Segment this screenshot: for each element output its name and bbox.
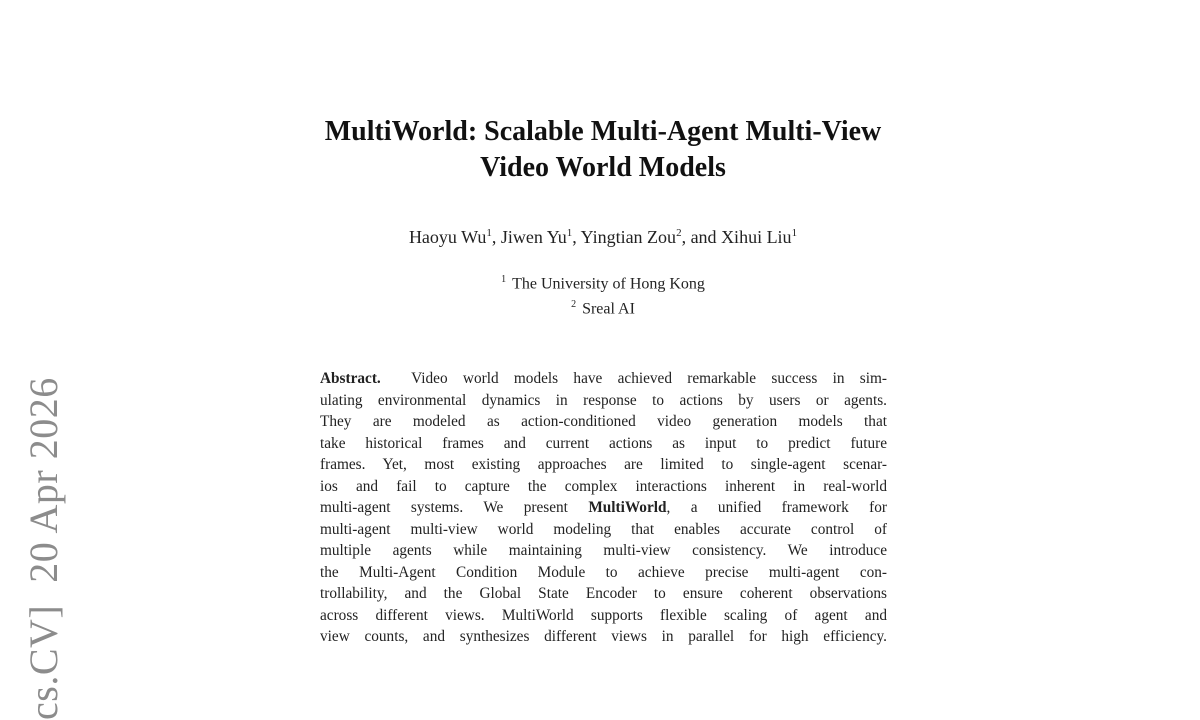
affiliation-list (200, 269, 1006, 320)
author-separator: , and (681, 227, 722, 247)
title-line-2: Video World Models (480, 152, 726, 183)
abstract-line: the Multi-Agent Condition Module to achieve precise multi-agent con- (320, 563, 887, 581)
abstract-line: view counts, and synthesizes different views in parallel for high efficiency. (320, 628, 887, 645)
author-name: Yingtian Zou (580, 227, 677, 247)
abstract-line: ulating environmental dynamics in response to actions by users or agents. (320, 391, 887, 409)
arxiv-date: 20 Apr 2026 (21, 377, 66, 583)
arxiv-stamp (20, 377, 67, 720)
abstract-line: trollability, and the Global State Encoder to ensure coherent observations (320, 585, 887, 602)
title-line-1: MultiWorld: Scalable Multi-Agent Multi-View (324, 116, 882, 147)
affiliation-number: 2 (571, 299, 577, 311)
author-affil-mark: 2 (676, 227, 682, 239)
abstract-line: ios and fail to capture the complex interactions inherent in real-world (320, 477, 887, 495)
abstract-text: multi-agent systems. We present (320, 499, 589, 516)
abstract-line: take historical frames and current actions as input to predict future (320, 434, 887, 452)
abstract-line (320, 368, 887, 390)
affiliation-item (200, 269, 1006, 294)
author-name: Xihui Liu (721, 227, 792, 247)
abstract-line: multiple agents while maintaining multi-view consistency. We introduce (320, 542, 887, 559)
abstract (320, 368, 887, 648)
affiliation-item (200, 294, 1006, 319)
author-name: Haoyu Wu (408, 227, 487, 247)
author-affil-mark: 1 (791, 227, 798, 239)
author-separator: , (491, 227, 501, 247)
abstract-line (320, 497, 887, 519)
affiliation-name: The University of Hong Kong (512, 275, 705, 293)
affiliation-name: Sreal AI (582, 300, 635, 318)
abstract-line: multi-agent multi-view world modeling that enables accurate control of (320, 520, 887, 538)
abstract-line: across different views. MultiWorld supports flexible scaling of agent and (320, 606, 887, 624)
abstract-label: Abstract. (320, 370, 381, 387)
paper-title (200, 114, 1006, 186)
abstract-text: Video world models have achieved remarkable success in sim- (411, 370, 887, 387)
author-separator: , (572, 227, 581, 247)
abstract-text: , a unified framework for (666, 499, 887, 516)
affiliation-number: 1 (501, 274, 507, 285)
abstract-line: frames. Yet, most existing approaches are limited to single-agent scenar- (320, 456, 887, 473)
author-list (200, 227, 1006, 248)
abstract-line: They are modeled as action-conditioned video generation models that (320, 413, 887, 430)
author-name: Jiwen Yu (500, 227, 567, 247)
method-name: MultiWorld (588, 499, 667, 516)
author-affil-mark: 1 (566, 227, 573, 239)
arxiv-category: cs.CV] (21, 604, 66, 720)
author-affil-mark: 1 (486, 227, 492, 239)
